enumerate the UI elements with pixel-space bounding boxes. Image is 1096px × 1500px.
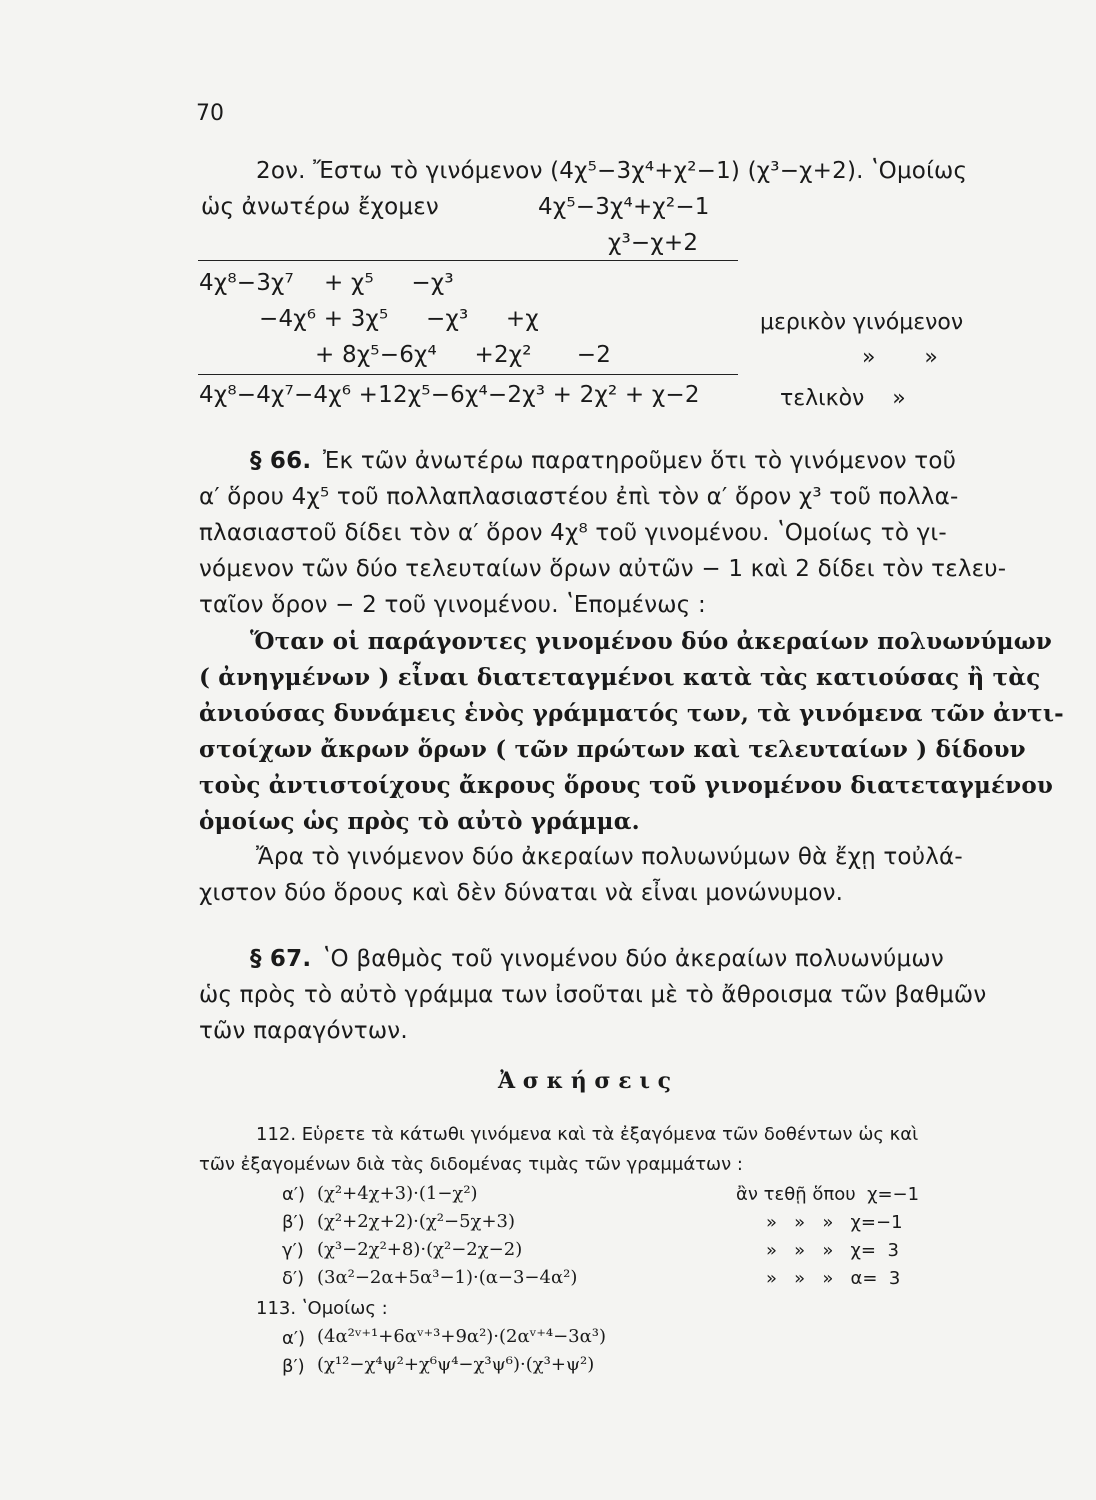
section-66-mark: § 66. [250, 448, 312, 474]
multiplicand: 4χ⁵−3χ⁴+χ²−1 [538, 194, 710, 220]
rule-line-4: στοίχων ἄκρων ὅρων ( τῶν πρώτων καὶ τελευταίων ) δίδουν [199, 736, 1026, 763]
bottom-rule [198, 374, 738, 375]
rule-line-3: ἀνιούσας δυνάμεις ἑνὸς γράμματός των, τὰ γινόμενα τῶν ἀντι- [199, 700, 1064, 727]
section-67-mark: § 67. [250, 946, 312, 972]
exercise-112-line-2: τῶν ἐξαγομένων διὰ τὰς διδομένας τιμὰς τῶν γραμμάτων : [199, 1154, 743, 1175]
item-expression: (χ¹²−χ⁴ψ²+χ⁶ψ⁴−χ³ψ⁶)·(χ³+ψ²) [317, 1354, 595, 1375]
top-rule [198, 260, 738, 261]
final-product: 4χ⁸−4χ⁷−4χ⁶ +12χ⁵−6χ⁴−2χ³ + 2χ² + χ−2 [199, 382, 700, 408]
ditto-marks: » » [862, 345, 938, 370]
item-expression: (χ²+4χ+3)·(1−χ²) [317, 1183, 478, 1204]
section-66-line-4: νόμενον τῶν δύο τελευταίων ὅρων αὐτῶν − 1 καὶ 2 δίδει τὸν τελευ- [199, 556, 1007, 582]
exercise-113-header: 113. ʽΟμοίως : [256, 1298, 388, 1319]
rule-line-5: τοὺς ἀντιστοίχους ἄκρους ὅρους τοῦ γινομένου διατεταγμένου [199, 772, 1054, 799]
conclusion-line-2: χιστον δύο ὅρους καὶ δὲν δύναται νὰ εἶναι μονώνυμον. [199, 880, 844, 906]
item-expression: (3α²−2α+5α³−1)·(α−3−4α²) [317, 1267, 578, 1288]
item-label: γ′) [282, 1240, 304, 1261]
item-label: α′) [282, 1184, 305, 1205]
item-condition: » » » χ= 3 [766, 1240, 899, 1261]
section-67-line-1: ʽΟ βαθμὸς τοῦ γινομένου δύο ἀκεραίων πολυωνύμων [323, 946, 944, 972]
exercises-heading: Ἀ σ κ ή σ ε ι ς [498, 1068, 672, 1094]
item-label: δ′) [282, 1268, 305, 1289]
example-intro-line2: ὡς ἀνωτέρω ἔχομεν [201, 194, 439, 220]
section-66-line-2: α′ ὅρου 4χ⁵ τοῦ πολλαπλασιαστέου ἐπὶ τὸν α′ ὅρον χ³ τοῦ πολλα- [199, 484, 959, 510]
section-66-line-3: πλασιαστοῦ δίδει τὸν α′ ὅρον 4χ⁸ τοῦ γινομένου. ʽΟμοίως τὸ γι- [199, 520, 947, 546]
section-67-line-3: τῶν παραγόντων. [199, 1018, 408, 1044]
item-expression: (χ²+2χ+2)·(χ²−5χ+3) [317, 1211, 516, 1232]
section-67-line-2: ὡς πρὸς τὸ αὐτὸ γράμμα των ἰσοῦται μὲ τὸ ἄθροισμα τῶν βαθμῶν [199, 982, 987, 1008]
multiplier: χ³−χ+2 [608, 230, 699, 256]
item-condition: ἂν τεθῇ ὅπου χ=−1 [736, 1184, 920, 1205]
partial-row-2: −4χ⁶ + 3χ⁵ −χ³ +χ [259, 306, 539, 332]
conclusion-line-1: Ἄρα τὸ γινόμενον δύο ἀκεραίων πολυωνύμων θὰ ἔχῃ τοὐλά- [256, 844, 963, 870]
example-intro-line1: 2ον. Ἔστω τὸ γινόμενον (4χ⁵−3χ⁴+χ²−1) (χ³−χ+2). ʽΟμοίως [256, 158, 968, 184]
partial-product-label: μερικὸν γινόμενον [760, 310, 964, 335]
rule-line-6: ὁμοίως ὡς πρὸς τὸ αὐτὸ γράμμα. [199, 808, 640, 835]
partial-row-1: 4χ⁸−3χ⁷ + χ⁵ −χ³ [199, 270, 454, 296]
section-66-line-5: ταῖον ὅρον − 2 τοῦ γινομένου. ʽΕπομένως : [199, 592, 706, 618]
item-label: β′) [282, 1356, 305, 1377]
item-label: α′) [282, 1328, 305, 1349]
page-number: 70 [196, 101, 224, 126]
partial-row-3: + 8χ⁵−6χ⁴ +2χ² −2 [315, 342, 612, 368]
item-expression: (4α²ᵛ⁺¹+6αᵛ⁺³+9α²)·(2αᵛ⁺⁴−3α³) [317, 1326, 607, 1347]
final-product-label: τελικὸν » [780, 386, 906, 411]
exercise-112-line-1: 112. Εὑρετε τὰ κάτωθι γινόμενα καὶ τὰ ἐξαγόμενα τῶν δοθέντων ὡς καὶ [256, 1124, 919, 1145]
rule-line-2: ( ἀνηγμένων ) εἶναι διατεταγμένοι κατὰ τὰς κατιούσας ἢ τὰς [199, 664, 1041, 691]
item-condition: » » » α= 3 [766, 1268, 901, 1289]
item-expression: (χ³−2χ²+8)·(χ²−2χ−2) [317, 1239, 523, 1260]
item-condition: » » » χ=−1 [766, 1212, 903, 1233]
rule-line-1: Ὅταν οἱ παράγοντες γινομένου δύο ἀκεραίων πολυωνύμων [250, 628, 1053, 655]
item-label: β′) [282, 1212, 305, 1233]
section-66-line-1: Ἐκ τῶν ἀνωτέρω παρατηροῦμεν ὅτι τὸ γινόμενον τοῦ [323, 448, 957, 474]
